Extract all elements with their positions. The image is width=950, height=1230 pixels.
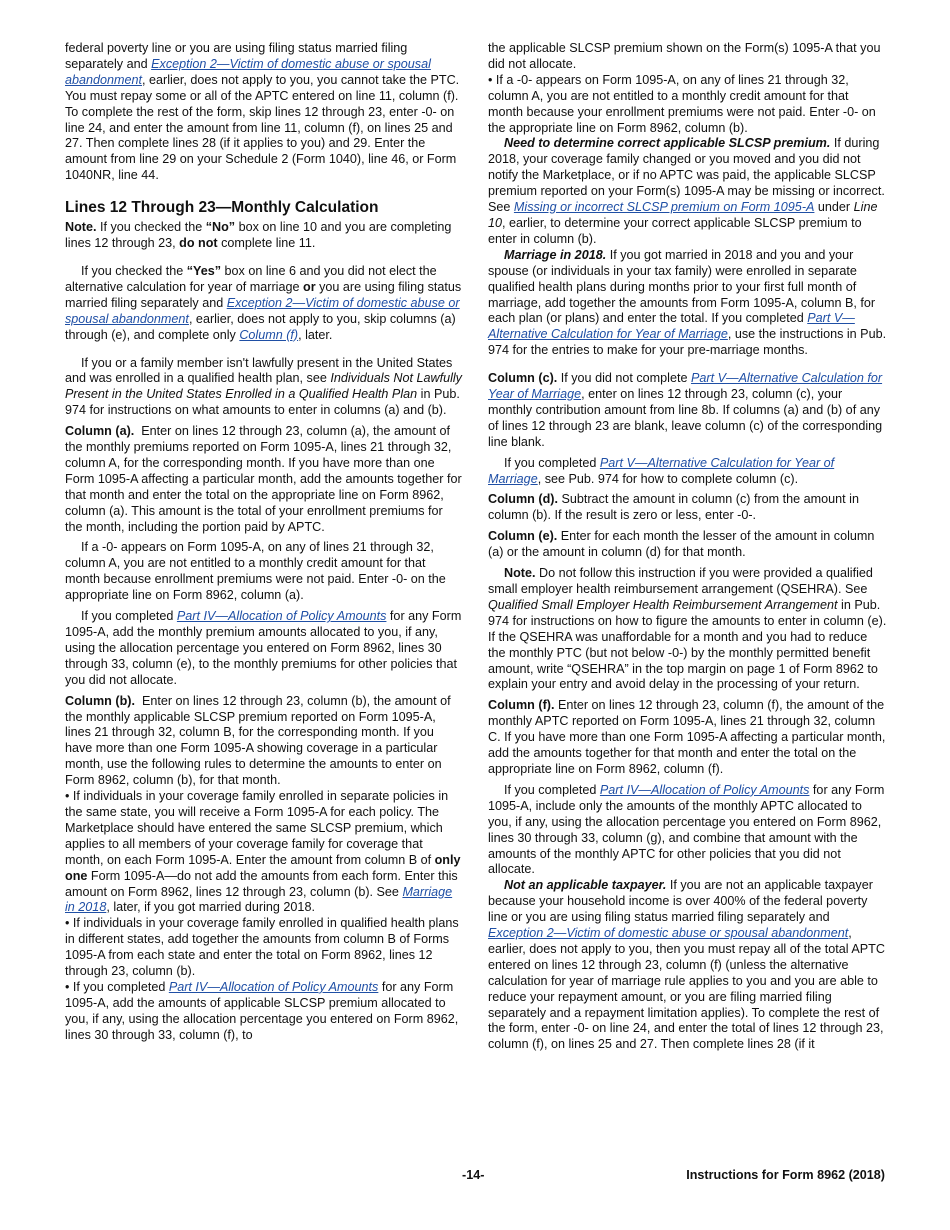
marriage-2018-link[interactable]: Marriage in 2018: [65, 884, 453, 915]
exception-2-link[interactable]: Exception 2—Victim of domestic abuse or spousal abandonment: [65, 295, 460, 326]
continued-paragraph: federal poverty line or you are using filing status married filing separately and Exception 2—Victim of domestic abuse or spousal abandonment, earlier, does not apply to you, you cannot take the PTC. You must repay some or all of the APTC entered on line 11, column (f). To complete the rest of the form, skip lines 12 through 23, enter -0- on line 24, and enter the amount from line 11, column (f), on lines 25 and 27. Then complete lines 28 (if it applies to you) and 29. Enter the amount from line 29 on your Schedule 2 (Form 1040), line 46, or Form 1040NR, line 44.: [65, 41, 460, 183]
part-iv-column-f-paragraph: If you completed Part IV—Allocation of Policy Amounts for any Form 1095-A, include only the amounts of the monthly APTC allocated to you, if any, using the allocation percentage you entered on Form 8962, lines 30 through 33, column (g), and combine that amount with the amounts of the monthly APTC for other policies that you did not allocate.: [488, 782, 885, 877]
qsehra-note-paragraph: Note. Do not follow this instruction if you were provided a qualified small employer health reimbursement arrangement (QSEHRA). See Qualified Small Employer Health Reimbursement Arrangement in Pub. 974 for instructions on how to figure the amounts to enter in column (e). If the QSEHRA was unaffordable for a month and you had to reduce the monthly PTC (but not below -0-) by the monthly permitted benefit amount, write “QSEHRA” in the top margin on page 1 of Form 8962 to explain your entry and avoid delay in the processing of your return.: [488, 566, 887, 692]
column-c-paragraph: Column (c). If you did not complete Part V—Alternative Calculation for Year of Marriage, enter on lines 12 through 23, column (c), your monthly contribution amount from line 8b. If columns (a) and (b) of any of lines 12 through 23 are blank, leave column (c) of the corresponding line blank.: [488, 371, 883, 449]
column-e-paragraph: Column (e). Enter for each month the lesser of the amount in column (a) or the amount in column (d) for that month.: [488, 529, 875, 560]
marriage-2018-paragraph: Marriage in 2018. If you got married in 2018 and you and your spouse (or individuals in your tax family) were enrolled in separate qualified health plans during months prior to your first full month of marriage, add together the amounts from Form 1095-A, column B, for each plan (or plans) and enter the total. If you completed Part V—Alternative Calculation for Year of Marriage, use the instructions in Pub. 974 for the entries to make for your pre-marriage months.: [488, 247, 887, 358]
lawfully-present-paragraph: If you or a family member isn't lawfully present in the United States and was enrolled in a qualified health plan, see Individuals Not Lawfully Present in the United States Enrolled in a Qualified Health Plan in Pub. 974 for instructions on what amounts to enter in columns (a) and (b).: [65, 355, 462, 418]
part-iv-link[interactable]: Part IV—Allocation of Policy Amounts: [168, 979, 379, 994]
part-v-column-c-paragraph: If you completed Part V—Alternative Calculation for Year of Marriage, see Pub. 974 for how to complete column (c).: [488, 455, 835, 486]
bullet-icon: •: [65, 789, 73, 804]
bullet-separate-policies: • If individuals in your coverage family enrolled in separate policies in the same state, you will receive a Form 1095-A for each policy. The Marketplace should have entered the same SLCSP premium, which applies to all members of your coverage family for coverage that month, on each Form 1095-A. Enter the amount from column B of only one Form 1095-A—do not add the amounts from each form. Enter this amount on Form 8962, lines 12 through 23, column (b). See Marriage in 2018, later, if you got married during 2018.: [65, 789, 461, 915]
continued-paragraph: the applicable SLCSP premium shown on the Form(s) 1095-A that you did not allocate.: [488, 41, 881, 71]
bullet-different-states: • If individuals in your coverage family enrolled in qualified health plans in different states, add together the amounts from column B of Forms 1095-A from each state and enter the total on Form 8962, lines 12 through 23, column (b).: [65, 916, 459, 979]
right-column: [488, 41, 887, 1053]
note-paragraph: Note. If you checked the “No” box on line 10 and you are completing lines 12 through 23, do not complete line 11.: [65, 220, 452, 251]
section-heading: Lines 12 Through 23—Monthly Calculation: [65, 199, 379, 217]
bullet-icon: •: [65, 979, 73, 994]
page-footer: [65, 1168, 887, 1186]
need-correct-slcsp-paragraph: Need to determine correct applicable SLCSP premium. If during 2018, your coverage family changed or you moved and you did not notify the Marketplace, or if no APTC was paid, the applicable SLCSP premium reported on your Form(s) 1095-A may be missing or incorrect. See Missing or incorrect SLCSP premium on Form 1095-A under Line 10, earlier, to determine your correct applicable SLCSP premium to enter in column (b).: [488, 136, 885, 246]
bullet-part-iv: • If you completed Part IV—Allocation of Policy Amounts for any Form 1095-A, add the amounts of applicable SLCSP premium allocated to you, if any, using the allocation percentage you entered on Form 8962, lines 30 through 33, column (f), to: [65, 979, 459, 1042]
footer-title: Instructions for Form 8962 (2018): [686, 1168, 885, 1182]
page-number: -14-: [462, 1168, 485, 1182]
exception-2-link[interactable]: Exception 2—Victim of domestic abuse or spousal abandonment: [65, 56, 431, 87]
bullet-icon: •: [488, 72, 496, 87]
column-f-paragraph: Column (f). Enter on lines 12 through 23, column (f), the amount of the monthly APTC reported on Form 1095-A, lines 21 through 32, column C. If you have more than one Form 1095-A affecting a particular month, add the amounts together for that month and enter the total on the appropriate line on Form 8962, column (f).: [488, 698, 886, 776]
exception-2-link[interactable]: Exception 2—Victim of domestic abuse or spousal abandonment: [488, 926, 849, 941]
part-v-link[interactable]: Part V—Alternative Calculation for Year of Marriage: [488, 311, 855, 342]
missing-slcsp-link[interactable]: Missing or incorrect SLCSP premium on Form 1095-A: [513, 200, 815, 215]
column-a-paragraph: Column (a). Enter on lines 12 through 23, column (a), the amount of the monthly premiums reported on Form 1095-A, lines 21 through 32, column A, for the corresponding month. If you have more than one Form 1095-A affecting a particular month, add the amounts together for that month and enter the total on the appropriate line on Form 8962, column (a). This amount is the total of your enrollment premiums for the month, including the portion paid by APTC.: [65, 424, 462, 534]
zero-column-a-paragraph: If a -0- appears on Form 1095-A, on any of lines 21 through 32, column A, you are not entitled to a monthly credit amount for that month because enrollment premiums were not paid. Enter -0- on the appropriate line on Form 8962, column (a).: [65, 540, 446, 603]
column-b-paragraph: Column (b). Enter on lines 12 through 23, column (b), the amount of the monthly applicable SLCSP premium reported on Form 1095-A, lines 21 through 32, column B, for the corresponding month. If you have more than one Form 1095-A showing coverage in a particular month, use the following rules to determine the amounts to enter on Form 8962, column (b), for that month.: [65, 693, 451, 788]
bullet-icon: •: [65, 916, 73, 931]
part-iv-link[interactable]: Part IV—Allocation of Policy Amounts: [176, 609, 387, 624]
part-v-link[interactable]: Part V—Alternative Calculation for Year of Marriage: [488, 371, 883, 402]
left-column: [65, 41, 463, 1044]
part-v-link[interactable]: Part V—Alternative Calculation for Year of Marriage: [488, 455, 835, 486]
part-iv-column-a-paragraph: If you completed Part IV—Allocation of Policy Amounts for any Form 1095-A, add the monthly premium amounts allocated to you, if any, using the allocation percentage you entered on Form 8962, lines 30 through 33, column (e), to the monthly premiums for other policies that you did not allocate.: [65, 609, 462, 687]
part-iv-link[interactable]: Part IV—Allocation of Policy Amounts: [599, 782, 810, 797]
yes-box-paragraph: If you checked the “Yes” box on line 6 and you did not elect the alternative calculation for year of marriage or you are using filing status married filing separately and Exception 2—Victim of domestic abuse or spousal abandonment, earlier, does not apply to you, skip columns (a) through (e), and complete only Column (f), later.: [65, 263, 462, 342]
column-d-paragraph: Column (d). Subtract the amount in column (c) from the amount in column (b). If the result is zero or less, enter -0-.: [488, 492, 859, 523]
not-applicable-taxpayer-paragraph: Not an applicable taxpayer. If you are not an applicable taxpayer because your household income is over 400% of the federal poverty line or you are using filing status married filing separately and Exception 2—Victim of domestic abuse or spousal abandonment, earlier, does not apply to you, then you must repay all of the total APTC entered on lines 12 through 23, column (f) (unless the alternative calculation for year of marriage rule applies to you and you are able to reduce your repayment amount, or you are filing married filing separately and a repayment limitation applies). To complete the rest of the form, enter -0- on line 24, and enter the total of lines 12 through 23, column (f), on lines 25 and 27. Then complete lines 28 (if it: [488, 878, 885, 1052]
bullet-zero-column-b: • If a -0- appears on Form 1095-A, on any of lines 21 through 32, column A, you are not entitled to a monthly credit amount for that month because your enrollment premiums were not paid. Enter -0- on the appropriate line on Form 8962, column (b).: [488, 72, 876, 135]
column-f-link[interactable]: Column (f): [239, 327, 299, 342]
